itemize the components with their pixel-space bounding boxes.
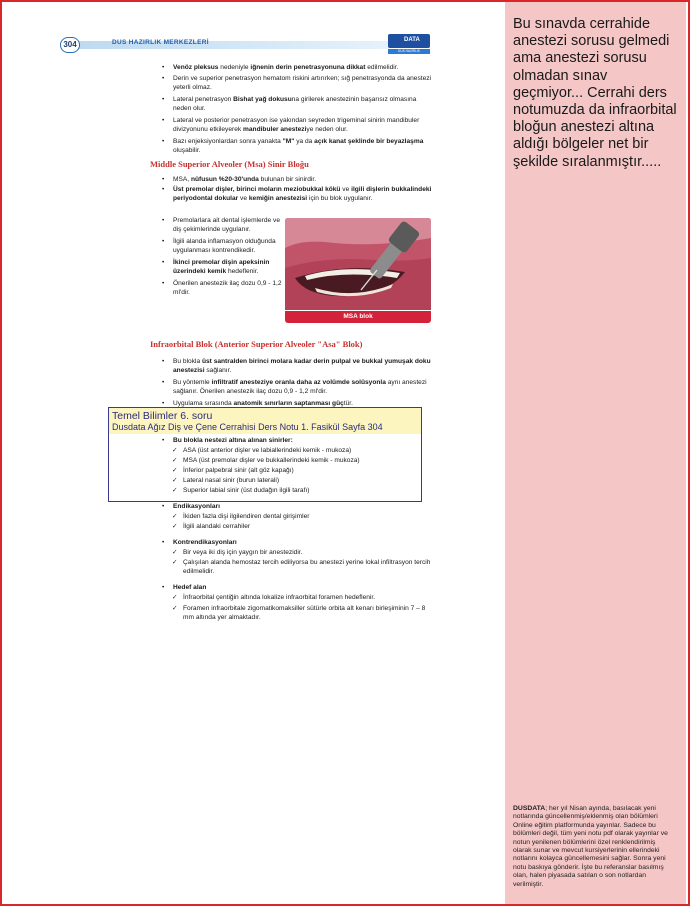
annotation-title: Temel Bilimler 6. soru [112, 410, 213, 422]
header-title: DUS HAZIRLIK MERKEZLERİ [112, 39, 209, 46]
annotation-source: Dusdata Ağız Diş ve Çene Cerrahisi Ders Notu 1. Fasikül Sayfa 304 [112, 422, 383, 432]
section-heading-infraorbital: Infraorbital Blok (Anterior Superior Alveoler "Asa" Blok) [150, 339, 363, 349]
logo-subtitle: DUS HAZIRLIK MERKEZLERİ [388, 49, 430, 54]
reference-annotation-box [108, 407, 422, 502]
footnote-text: ; her yıl Nisan ayında, basılacak yeni notlarında güncellenmiş/eklenmiş olan bölümleri Online eğitim platformunda yayınlar. Sadece bu bölümleri değil, tüm yeni notu pdf olarak yayınlar ve notun yenilenen bölümlerini özel renklendirilmiş olarak sunar ve mevcut kursiyerlerinin ellerindeki notlarını kolayca güncellemesini sağlar. Sonra yeni notu baskıya gönderir. İşte bu referanslar basılmış olan, halen piyasada satılan o son notlardan verilmiştir. [513, 805, 668, 888]
page-header [60, 37, 432, 58]
logo-text: DATA [404, 37, 420, 43]
annotation-header [109, 408, 421, 434]
comment-sidebar [505, 2, 686, 904]
page-number: 304 [60, 37, 80, 53]
dusdata-logo [388, 34, 430, 58]
msa-block-photo [285, 218, 431, 310]
photo-caption: MSA blok [285, 311, 431, 323]
section-heading-msa: Middle Superior Alveoler (Msa) Sinir Bloğu [150, 159, 309, 169]
footnote-brand: DUSDATA [513, 805, 546, 812]
sidebar-note: Bu sınavda cerrahide anestezi sorusu gelmedi ama anestezi sorusu olmadan sınav geçmiyor... Cerrahi ders notumuzda da infraorbital bloğun anestezi altına aldığı bölgeler net bir şekilde sıralanmıştır..... [513, 16, 677, 170]
sidebar-footnote [513, 805, 673, 889]
